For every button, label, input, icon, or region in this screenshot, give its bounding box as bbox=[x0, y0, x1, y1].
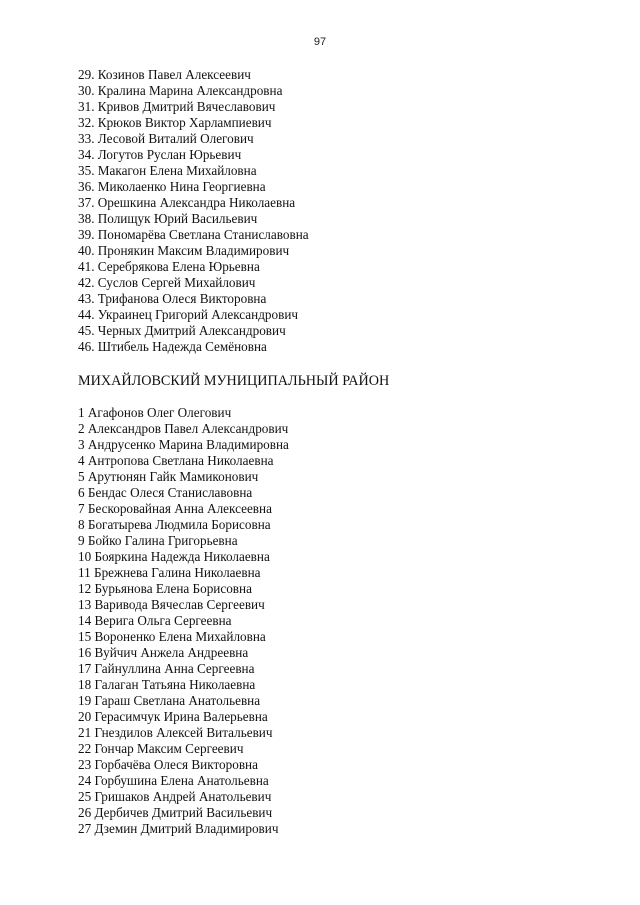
list-item: 30. Кралина Марина Александровна bbox=[78, 83, 283, 98]
list-item: 33. Лесовой Виталий Олегович bbox=[78, 131, 254, 146]
section-heading: МИХАЙЛОВСКИЙ МУНИЦИПАЛЬНЫЙ РАЙОН bbox=[78, 373, 390, 389]
list-item: 34. Логутов Руслан Юрьевич bbox=[78, 147, 242, 162]
list-item: 26 Дербичев Дмитрий Васильевич bbox=[78, 805, 273, 820]
list-item: 24 Горбушина Елена Анатольевна bbox=[78, 773, 269, 788]
list-item: 19 Гараш Светлана Анатольевна bbox=[78, 693, 261, 708]
list-item: 31. Кривов Дмитрий Вячеславович bbox=[78, 99, 276, 114]
list-item: 41. Серебрякова Елена Юрьевна bbox=[78, 259, 260, 274]
list-item: 14 Верига Ольга Сергеевна bbox=[78, 613, 232, 628]
list-item: 7 Бескоровайная Анна Алексеевна bbox=[78, 501, 272, 516]
list-item: 43. Трифанова Олеся Викторовна bbox=[78, 291, 267, 306]
list-item: 4 Антропова Светлана Николаевна bbox=[78, 453, 274, 468]
list-item: 15 Вороненко Елена Михайловна bbox=[78, 629, 266, 644]
list-item: 13 Варивода Вячеслав Сергеевич bbox=[78, 597, 265, 612]
list-item: 39. Пономарёва Светлана Станиславовна bbox=[78, 227, 309, 242]
list-item: 9 Бойко Галина Григорьевна bbox=[78, 533, 238, 548]
list-item: 36. Миколаенко Нина Георгиевна bbox=[78, 179, 266, 194]
list-item: 35. Макагон Елена Михайловна bbox=[78, 163, 257, 178]
page-number: 97 bbox=[313, 36, 327, 48]
list-item: 2 Александров Павел Александрович bbox=[78, 421, 289, 436]
list-item: 22 Гончар Максим Сергеевич bbox=[78, 741, 244, 756]
list-item: 8 Богатырева Людмила Борисовна bbox=[78, 517, 271, 532]
list-item: 46. Штибель Надежда Семёновна bbox=[78, 339, 267, 354]
list-item: 45. Черных Дмитрий Александрович bbox=[78, 323, 286, 338]
list-item: 42. Суслов Сергей Михайлович bbox=[78, 275, 256, 290]
list-item: 38. Полищук Юрий Васильевич bbox=[78, 211, 258, 226]
list-item: 11 Брежнева Галина Николаевна bbox=[78, 565, 261, 580]
list-item: 1 Агафонов Олег Олегович bbox=[78, 405, 232, 420]
list-item: 44. Украинец Григорий Александрович bbox=[78, 307, 299, 322]
list-item: 3 Андрусенко Марина Владимировна bbox=[78, 437, 289, 452]
list-item: 16 Вуйчич Анжела Андреевна bbox=[78, 645, 249, 660]
list-item: 25 Гришаков Андрей Анатольевич bbox=[78, 789, 272, 804]
list-item: 40. Пронякин Максим Владимирович bbox=[78, 243, 290, 258]
list-item: 10 Бояркина Надежда Николаевна bbox=[78, 549, 270, 564]
list-item: 12 Бурьянова Елена Борисовна bbox=[78, 581, 252, 596]
list-item: 27 Дземин Дмитрий Владимирович bbox=[78, 821, 279, 836]
list-item: 29. Козинов Павел Алексеевич bbox=[78, 67, 251, 82]
list-item: 18 Галаган Татьяна Николаевна bbox=[78, 677, 256, 692]
list-item: 32. Крюков Виктор Харлампиевич bbox=[78, 115, 272, 130]
list-item: 37. Орешкина Александра Николаевна bbox=[78, 195, 296, 210]
list-item: 5 Арутюнян Гайк Мамиконович bbox=[78, 469, 259, 484]
list-item: 23 Горбачёва Олеся Викторовна bbox=[78, 757, 258, 772]
name-list-continued bbox=[78, 67, 309, 355]
list-item: 6 Бендас Олеся Станиславовна bbox=[78, 485, 253, 500]
list-item: 17 Гайнуллина Анна Сергеевна bbox=[78, 661, 255, 676]
list-item: 20 Герасимчук Ирина Валерьевна bbox=[78, 709, 268, 724]
name-list-district bbox=[78, 405, 289, 837]
list-item: 21 Гнездилов Алексей Витальевич bbox=[78, 725, 273, 740]
